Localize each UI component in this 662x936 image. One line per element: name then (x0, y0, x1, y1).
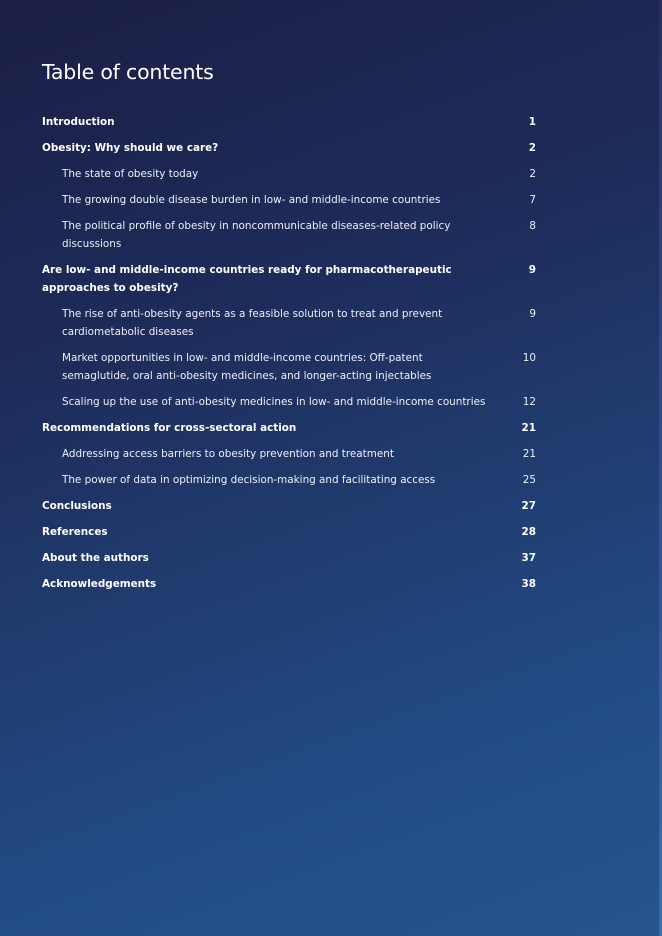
toc-section-entry[interactable] (42, 497, 536, 515)
toc-page-number: 12 (522, 396, 536, 408)
toc-entry-label: Acknowledgements (42, 578, 157, 590)
toc-subsection-entry[interactable] (42, 393, 536, 411)
toc-entry-label: Market opportunities in low- and middle-income countries: Off-patent semaglutide, oral anti-obesity medicines, and longer-acting injectables (62, 352, 432, 382)
toc-entry-label: The growing double disease burden in low- and middle-income countries (62, 194, 441, 206)
toc-entry-label: The rise of anti-obesity agents as a feasible solution to treat and prevent cardiometabolic diseases (62, 308, 443, 338)
toc-subsection-entry[interactable] (42, 471, 536, 489)
toc-entry-label: About the authors (42, 552, 149, 564)
toc-entry-label: Addressing access barriers to obesity prevention and treatment (62, 448, 394, 460)
toc-page-number: 2 (529, 168, 536, 180)
toc-entry-label: Scaling up the use of anti-obesity medicines in low- and middle-income countries (62, 396, 486, 408)
toc-page-number: 21 (522, 448, 536, 460)
toc-subsection-entry[interactable] (42, 165, 536, 183)
toc-page-number: 25 (522, 474, 536, 486)
toc-page-number: 37 (521, 552, 536, 564)
toc-subsection-entry[interactable] (42, 217, 536, 253)
table-of-contents (42, 113, 536, 601)
toc-section-entry[interactable] (42, 523, 536, 541)
toc-page-number: 28 (521, 526, 536, 538)
toc-entry-label: Introduction (42, 116, 115, 128)
toc-entry-label: Recommendations for cross-sectoral action (42, 422, 297, 434)
toc-page-number: 8 (529, 220, 536, 232)
toc-page-number: 27 (521, 500, 536, 512)
toc-entry-label: Conclusions (42, 500, 112, 512)
toc-entry-label: The political profile of obesity in noncommunicable diseases-related policy discussions (62, 220, 451, 250)
toc-section-entry[interactable] (42, 261, 536, 297)
toc-page-number: 9 (528, 264, 536, 276)
toc-entry-label: Are low- and middle-income countries ready for pharmacotherapeutic approaches to obesity? (42, 264, 452, 294)
toc-page-number: 38 (521, 578, 536, 590)
toc-entry-label: Obesity: Why should we care? (42, 142, 219, 154)
toc-section-entry[interactable] (42, 419, 536, 437)
page-title: Table of contents (42, 60, 214, 84)
toc-subsection-entry[interactable] (42, 349, 536, 385)
toc-page-number: 9 (529, 308, 536, 320)
toc-subsection-entry[interactable] (42, 191, 536, 209)
toc-page-number: 10 (522, 352, 536, 364)
toc-section-entry[interactable] (42, 139, 536, 157)
toc-entry-label: References (42, 526, 108, 538)
toc-subsection-entry[interactable] (42, 445, 536, 463)
toc-entry-label: The power of data in optimizing decision-making and facilitating access (62, 474, 436, 486)
toc-entry-label: The state of obesity today (62, 168, 199, 180)
toc-page-number: 1 (528, 116, 536, 128)
toc-section-entry[interactable] (42, 575, 536, 593)
toc-subsection-entry[interactable] (42, 305, 536, 341)
toc-page-number: 21 (521, 422, 536, 434)
toc-page-number: 2 (528, 142, 536, 154)
toc-section-entry[interactable] (42, 549, 536, 567)
toc-section-entry[interactable] (42, 113, 536, 131)
toc-page-number: 7 (529, 194, 536, 206)
